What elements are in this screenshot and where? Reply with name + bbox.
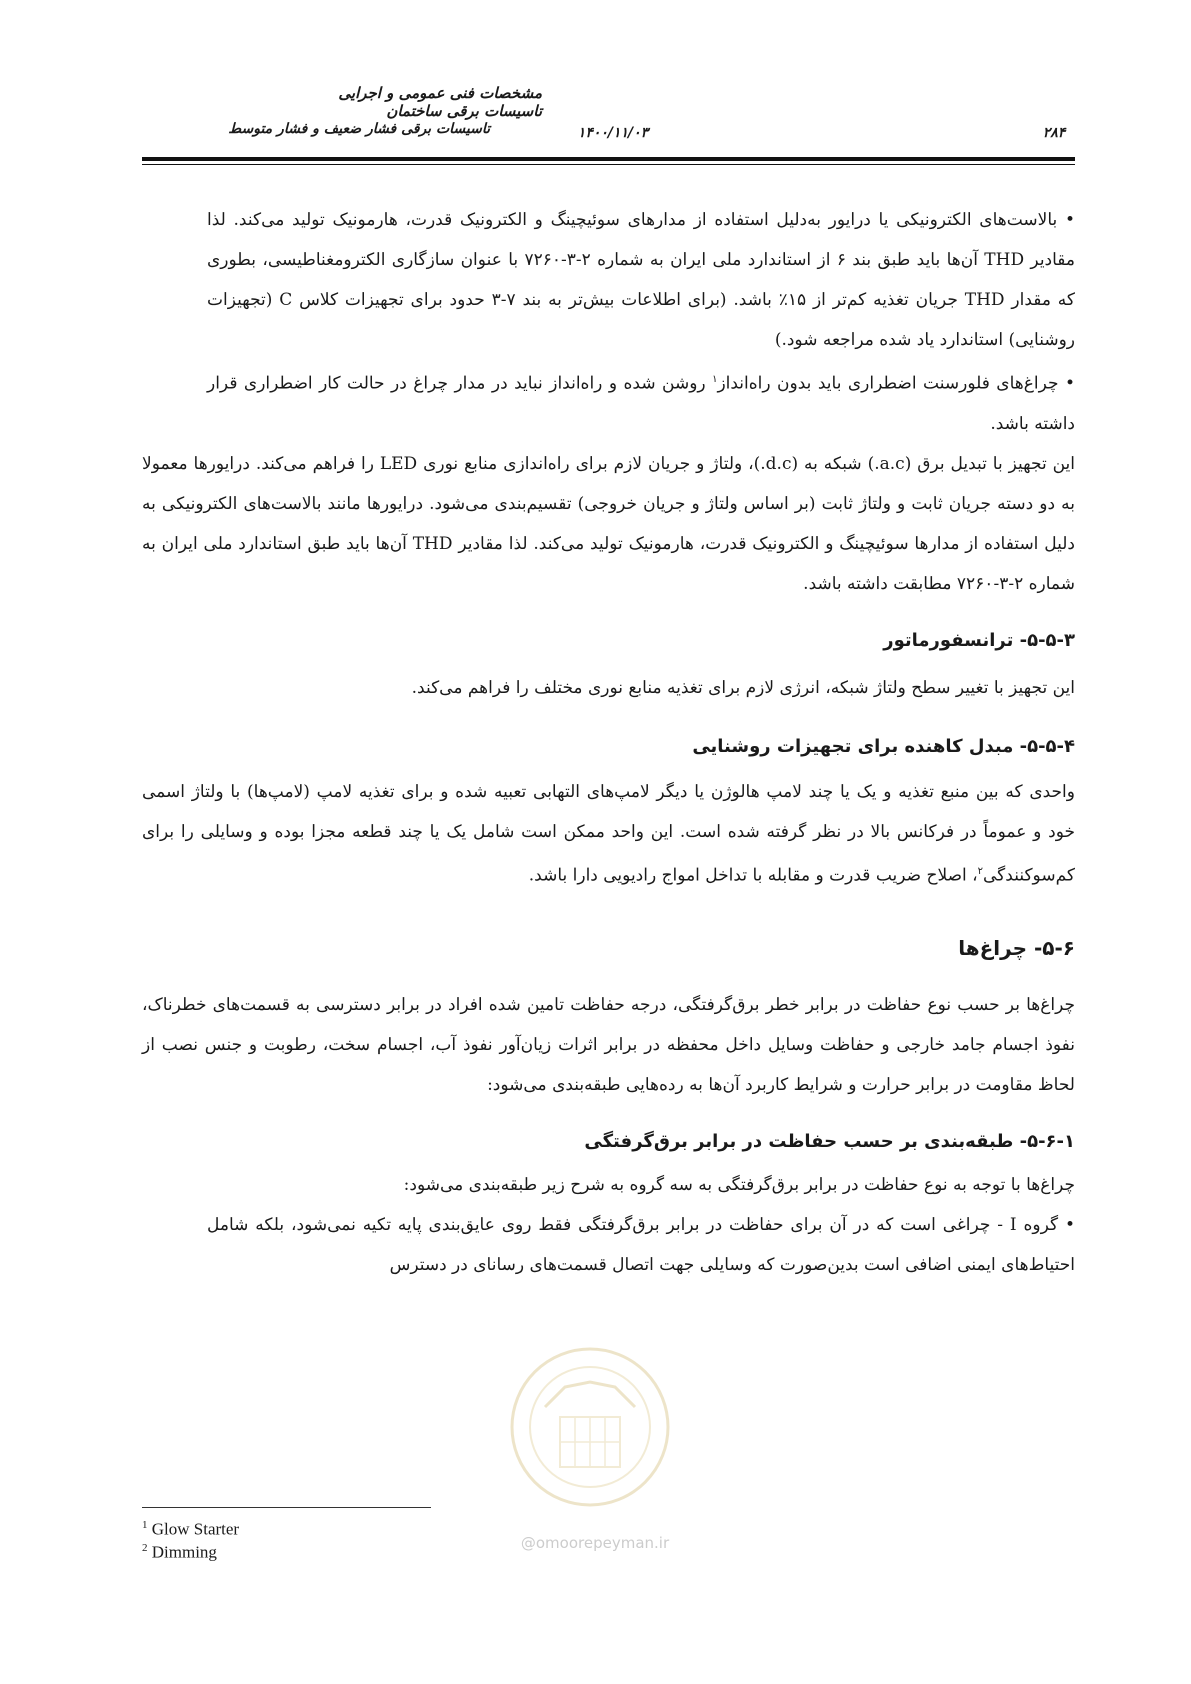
bullet-text: چراغ‌های فلورسنت اضطراری باید بدون راه‌انداز: [717, 373, 1059, 394]
converter-paragraph: [142, 772, 1075, 896]
bullet-marker: •: [1064, 1215, 1075, 1236]
driver-paragraph: این تجهیز با تبدیل برق (a.c.) شبکه به (d.c.)، ولتاژ و جریان لازم برای راه‌اندازی منابع نوری LED را فراهم می‌کند. درایورها معمولا به دو دسته جریان ثابت و ولتاژ ثابت (بر اساس ولتاژ و جریان خروجی) تقسیم‌بندی می‌شود. درایورها مانند بالاست‌های الکترونیکی به دلیل استفاده از مدارها سوئیچینگ و الکترونیک قدرت، هارمونیک تولید می‌کند. لذا مقادیر THD آن‌ها باید طبق استاندارد ملی ایران به شماره ۲-۳-۷۲۶۰ مطابقت داشته باشد.: [142, 453, 1075, 594]
watermark-text: @omoorepeyman.ir: [520, 1534, 670, 1552]
header-title: مشخصات فنی عمومی و اجرایی تاسیسات برقی ساختمان: [338, 84, 542, 120]
bullet-item: [207, 360, 1075, 444]
page-number: ۲۸۴: [1042, 125, 1066, 141]
luminaires-paragraph: چراغ‌ها بر حسب نوع حفاظت در برابر خطر برق‌گرفتگی، درجه حفاظت تامین شده افراد در برابر دسترسی به قسمت‌های خطرناک، نفوذ اجسام جامد خارجی و حفاظت وسایل داخل محفظه در برابر اثرات زیان‌آور نفوذ آب، اجسام سخت، رطوبت و جنس نصب از لحاظ مقاومت در برابر حرارت و شرایط کاربرد آن‌ها به رده‌هایی طبقه‌بندی می‌شود:: [142, 995, 1075, 1096]
footnote-1: $^1$ Glow Starter: [142, 1519, 240, 1539]
bullet-marker: •: [1064, 210, 1075, 230]
bullet-item: [207, 1205, 1075, 1285]
bullet-text: گروه I - چراغی است که در آن برای حفاظت در برابر برق‌گرفتگی فقط روی عایق‌بندی پایه تکیه نمی‌شود، بلکه شامل احتیاط‌های ایمنی اضافی است بدین‌صورت که وسایلی جهت اتصال قسمت‌های رسانای در دسترس: [207, 1215, 1075, 1276]
page-body: [142, 200, 1075, 1285]
header-rule-thick: [142, 157, 1075, 161]
footnote-2: $^2$ Dimming: [142, 1542, 217, 1562]
header-rule-thin: [142, 164, 1075, 165]
heading-5-5-3: ۵-۵-۳- ترانسفورماتور: [883, 629, 1075, 651]
heading-5-6: ۵-۶- چراغ‌ها: [958, 936, 1075, 961]
classification-intro: چراغ‌ها با توجه به نوع حفاظت در برابر برق‌گرفتگی به سه گروه به شرح زیر طبقه‌بندی می‌شود:: [403, 1175, 1075, 1196]
footnote-rule: [142, 1507, 431, 1508]
bullet-item: [207, 200, 1075, 360]
watermark-seal-icon: [505, 1337, 675, 1517]
bullet-text: بالاست‌های الکترونیکی یا درایور به‌دلیل استفاده از مدارهای سوئیچینگ و الکترونیک قدرت، هارمونیک تولید می‌کند. لذا مقادیر THD آن‌ها باید طبق بند ۶ از استاندارد ملی ایران به شماره ۲-۳-۷۲۶۰ با عنوان سازگاری الکترومغناطیسی، بطوری که مقدار THD جریان تغذیه کم‌تر از ۱۵٪ باشد. (برای اطلاعات بیش‌تر به بند ۷-۳ حدود برای تجهیزات کلاس C (تجهیزات روشنایی) استاندارد یاد شده مراجعه شود.): [207, 210, 1076, 350]
heading-5-6-1: ۵-۶-۱- طبقه‌بندی بر حسب حفاظت در برابر برق‌گرفتگی: [584, 1131, 1075, 1153]
converter-text-cont: ، اصلاح ضریب قدرت و مقابله با تداخل امواج رادیویی دارا باشد.: [528, 865, 978, 886]
bullet-text-cont: روشن شده و راه‌انداز نباید در مدار چراغ در حالت کار اضطراری قرار داشته باشد.: [207, 373, 1075, 434]
bullet-marker: •: [1064, 373, 1075, 394]
transformer-paragraph: این تجهیز با تغییر سطح ولتاژ شبکه، انرژی لازم برای تغذیه منابع نوری مختلف را فراهم می‌کند.: [411, 677, 1075, 698]
footnote-ref-2: ۲: [977, 865, 984, 877]
heading-5-5-4: ۵-۵-۴- مبدل کاهنده برای تجهیزات روشنایی: [692, 735, 1075, 757]
footnote-ref-1: ۱: [712, 374, 718, 385]
converter-text: واحدی که بین منبع تغذیه و یک یا چند لامپ هالوژن یا دیگر لامپ‌های التهابی تعبیه شده و برای تغذیه لامپ (لامپ‌ها) با ولتاژ اسمی خود و عموماً در فرکانس بالا در نظر گرفته شده است. این واحد ممکن است شامل یک یا چند قطعه مجزا بوده و وسایلی را برای کم‌سوکنندگی: [142, 781, 1075, 886]
header-subtitle: تاسیسات برقی فشار ضعیف و فشار متوسط: [228, 121, 490, 137]
header-date: ۱۴۰۰/۱۱/۰۳: [577, 125, 649, 141]
